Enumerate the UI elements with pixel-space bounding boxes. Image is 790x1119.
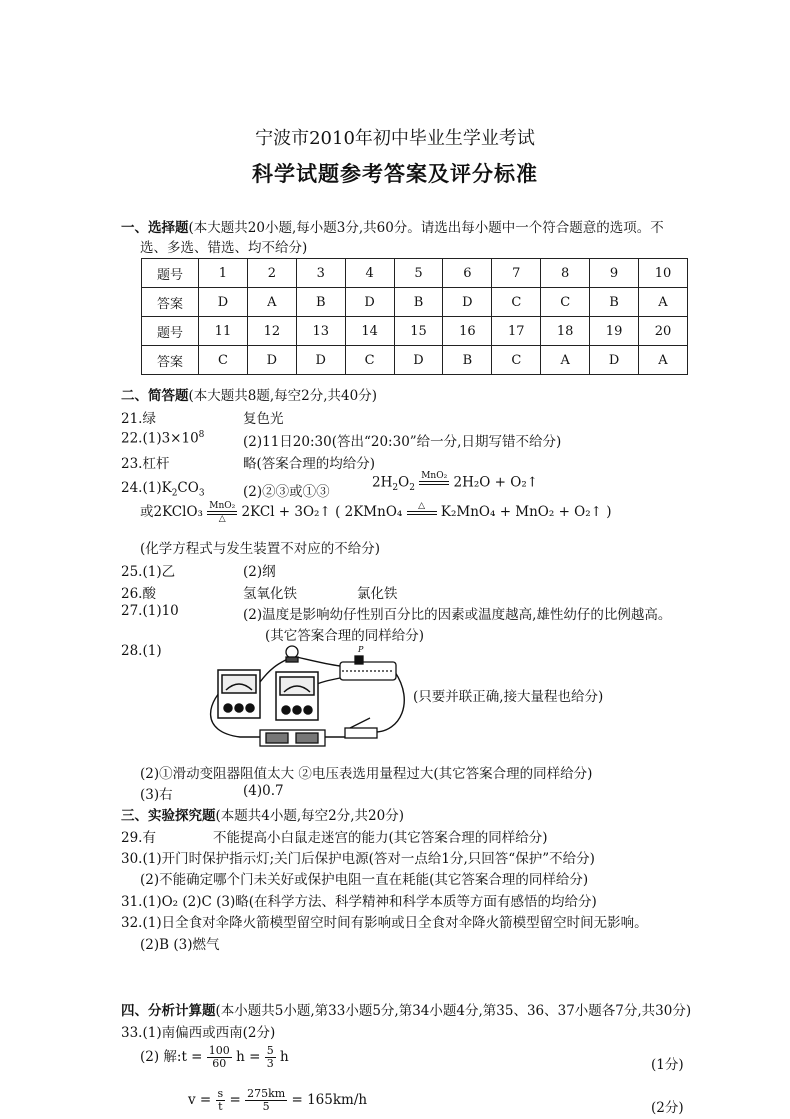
- q28-answer2: (2)①滑动变阻器阻值太大 ②电压表选用量程过大(其它答案合理的同样给分): [140, 766, 593, 782]
- section4-desc: (本小题共5小题,第33小题5分,第34小题4分,第35、36、37小题各7分,共30分): [215, 1003, 692, 1019]
- q33-v-result: = 165km/h: [291, 1092, 368, 1108]
- q24-eq1-rhs: 2H₂O + O₂↑: [453, 474, 539, 491]
- table-cell: D: [247, 346, 296, 375]
- q33-score1: (1分): [651, 1057, 684, 1073]
- q24-equation1: $2H_2O_2$ MnO₂ 2H₂O + O₂↑: [372, 471, 539, 494]
- table-row: [142, 259, 688, 288]
- q21-answer2: 复色光: [243, 411, 284, 427]
- q24-alt-catalyst: MnO₂: [209, 500, 236, 511]
- table-row-label: 答案: [142, 288, 199, 317]
- section2-heading: 二、简答题: [121, 388, 189, 404]
- section1-heading: 一、选择题: [121, 220, 189, 236]
- q24-alt2-rhs: K₂MnO₄ + MnO₂ + O₂↑ ): [440, 504, 612, 520]
- q21-answer1: 21.绿: [121, 411, 156, 427]
- q30-answer1: 30.(1)开门时保护指示灯;关门后保护电源(答对一点给1分,只回答“保护”不给分): [121, 851, 595, 867]
- q33-fraction2: [265, 1045, 276, 1070]
- table-cell: 18: [541, 317, 590, 346]
- circuit-diagram: [200, 642, 410, 754]
- q33-frac1-den: 60: [212, 1057, 227, 1070]
- table-cell: C: [492, 346, 541, 375]
- q33-frac2-den: 3: [266, 1057, 274, 1070]
- q26-answer3: 氯化铁: [357, 586, 398, 602]
- section3-desc: (本题共4小题,每空2分,共20分): [215, 808, 404, 824]
- table-cell: 8: [541, 259, 590, 288]
- q24-answer2: (2)②③或①③: [243, 484, 330, 500]
- table-row-label: 题号: [142, 317, 199, 346]
- q26-answer2: 氢氧化铁: [243, 586, 297, 602]
- section3-intro: [121, 804, 404, 824]
- table-cell: 7: [492, 259, 541, 288]
- table-cell: 14: [345, 317, 394, 346]
- section4-heading: 四、分析计算题: [121, 1003, 216, 1019]
- section1-desc-line2: 选、多选、错选、均不给分): [140, 240, 308, 256]
- q24-eq1-arrow: [419, 472, 449, 494]
- switch: [345, 718, 377, 738]
- table-cell: A: [247, 288, 296, 317]
- q33-fraction3: [216, 1088, 226, 1113]
- table-cell: 6: [443, 259, 492, 288]
- table-row-label: 题号: [142, 259, 199, 288]
- q29-answer2: 不能提高小白鼠走迷宫的能力(其它答案合理的同样给分): [213, 830, 548, 846]
- q25-answer1: 25.(1)乙: [121, 564, 176, 580]
- q24-note: (化学方程式与发生装置不对应的不给分): [140, 541, 381, 557]
- ammeter: [276, 672, 318, 720]
- q28-answer4: (4)0.7: [243, 783, 284, 799]
- q33-frac4-den: 5: [262, 1100, 270, 1113]
- rheostat: [340, 645, 396, 680]
- q32-answer1: 32.(1)日全食对伞降火箭模型留空时间有影响或日全食对伞降火箭模型留空时间无影响。: [121, 915, 648, 931]
- q33-frac1-num: 100: [208, 1044, 230, 1057]
- table-cell: 19: [590, 317, 639, 346]
- table-cell: D: [590, 346, 639, 375]
- q22-answer1: [121, 430, 204, 447]
- table-cell: C: [345, 346, 394, 375]
- table-cell: 16: [443, 317, 492, 346]
- table-cell: D: [199, 288, 248, 317]
- q23-answer2: 略(答案合理的均给分): [243, 456, 376, 472]
- q33-fraction4: [245, 1088, 287, 1113]
- wire-right: [375, 672, 404, 732]
- q27-note: (其它答案合理的同样给分): [265, 628, 425, 644]
- section2-desc: (本大题共8题,每空2分,共40分): [188, 388, 377, 404]
- q23-answer1: 23.杠杆: [121, 456, 170, 472]
- q31-answer: 31.(1)O₂ (2)C (3)略(在科学方法、科学精神和科学本质等方面有感悟的均给分): [121, 894, 597, 910]
- table-cell: A: [639, 346, 688, 375]
- q33-frac2-num: 5: [266, 1044, 274, 1057]
- bulb: [286, 646, 298, 662]
- table-cell: D: [394, 346, 443, 375]
- q28-label: 28.(1): [121, 643, 162, 659]
- table-cell: B: [394, 288, 443, 317]
- answer-table: [141, 258, 688, 375]
- voltmeter: [218, 670, 260, 718]
- table-cell: A: [541, 346, 590, 375]
- q30-answer2: (2)不能确定哪个门未关好或保护电阻一直在耗能(其它答案合理的同样给分): [140, 872, 589, 888]
- table-cell: 11: [199, 317, 248, 346]
- q22-answer1-base: 22.(1)3×10: [121, 430, 199, 447]
- table-cell: 1: [199, 259, 248, 288]
- table-cell: 5: [394, 259, 443, 288]
- table-cell: 15: [394, 317, 443, 346]
- q26-answer1: 26.酸: [121, 586, 156, 602]
- table-cell: C: [199, 346, 248, 375]
- q27-answer2: (2)温度是影响幼仔性别百分比的因素或温度越高,雄性幼仔的比例越高。: [243, 607, 672, 623]
- q33-answer1: 33.(1)南偏西或西南(2分): [121, 1025, 276, 1041]
- q28-note: (只要并联正确,接大量程也给分): [413, 689, 604, 705]
- table-row: [142, 317, 688, 346]
- q33-t-mid: h =: [236, 1049, 261, 1065]
- q24-alt2-heat: △: [418, 500, 426, 511]
- table-cell: D: [296, 346, 345, 375]
- section1-intro: [121, 216, 664, 236]
- q22-answer1-exponent: 8: [198, 430, 205, 440]
- q24-alt-lhs: 或2KClO₃: [140, 504, 203, 520]
- q33-fraction1: [207, 1045, 232, 1070]
- section4-intro: [121, 999, 691, 1019]
- table-cell: 12: [247, 317, 296, 346]
- table-cell: 13: [296, 317, 345, 346]
- q24-co: CO: [177, 480, 199, 496]
- table-cell: 10: [639, 259, 688, 288]
- q29-answer1: 29.有: [121, 830, 156, 846]
- q33-frac4-num: 275km: [247, 1087, 286, 1100]
- table-cell: 3: [296, 259, 345, 288]
- table-cell: 9: [590, 259, 639, 288]
- battery: [260, 730, 325, 746]
- page-title: 宁波市2010年初中毕业生学业考试: [255, 128, 535, 149]
- table-cell: 20: [639, 317, 688, 346]
- page-subtitle: 科学试题参考答案及评分标准: [252, 162, 538, 186]
- q24-equation2: [140, 500, 612, 524]
- q32-answer2: (2)B (3)燃气: [140, 937, 220, 953]
- q28-answer3: (3)右: [140, 787, 173, 803]
- section2-intro: [121, 384, 377, 404]
- q24-alt-rhs: 2KCl + 3O₂↑ ( 2KMnO₄: [241, 504, 403, 520]
- table-cell: C: [492, 288, 541, 317]
- section3-heading: 三、实验探究题: [121, 808, 216, 824]
- table-row: [142, 288, 688, 317]
- table-cell: 17: [492, 317, 541, 346]
- table-row-label: 答案: [142, 346, 199, 375]
- table-cell: B: [590, 288, 639, 317]
- q24-eq1-lhs: 2H: [372, 474, 393, 491]
- q24-alt-heat: △: [218, 513, 226, 524]
- q33-frac3-num: s: [217, 1087, 224, 1100]
- table-cell: B: [443, 346, 492, 375]
- q25-answer2: (2)纲: [243, 564, 276, 580]
- table-cell: D: [345, 288, 394, 317]
- section1-desc-line1: (本大题共20小题,每小题3分,共60分。请选出每小题中一个符合题意的选项。不: [188, 220, 664, 236]
- table-row: [142, 346, 688, 375]
- q33-frac3-den: t: [218, 1100, 223, 1113]
- q24-alt2-arrow: [407, 502, 437, 524]
- q24-sub2: 3: [198, 488, 205, 499]
- q22-answer2: (2)11日20:30(答出“20:30”给一分,日期写错不给分): [243, 434, 562, 450]
- svg-text:P: P: [358, 645, 364, 654]
- q33-v-eq: =: [229, 1092, 241, 1108]
- q24-sub1: 2: [171, 488, 178, 499]
- q33-answer2: [140, 1045, 289, 1070]
- q24-alt-arrow: [207, 502, 237, 524]
- q33-v-label: v =: [188, 1092, 212, 1108]
- table-cell: D: [443, 288, 492, 317]
- q33-t-label: (2) 解:t =: [140, 1049, 203, 1065]
- q24-answer1: [121, 480, 205, 499]
- table-cell: A: [639, 288, 688, 317]
- q27-answer1: 27.(1)10: [121, 603, 179, 619]
- table-cell: 2: [247, 259, 296, 288]
- q24-k: 24.(1)K: [121, 480, 172, 496]
- table-cell: C: [541, 288, 590, 317]
- q24-eq1-catalyst: MnO₂: [421, 471, 448, 481]
- q33-score2: (2分): [651, 1100, 684, 1116]
- q33-t-unit: h: [280, 1049, 289, 1065]
- table-cell: B: [296, 288, 345, 317]
- table-cell: 4: [345, 259, 394, 288]
- q33-answer3: [188, 1088, 367, 1113]
- wire-top-mid: [292, 656, 340, 666]
